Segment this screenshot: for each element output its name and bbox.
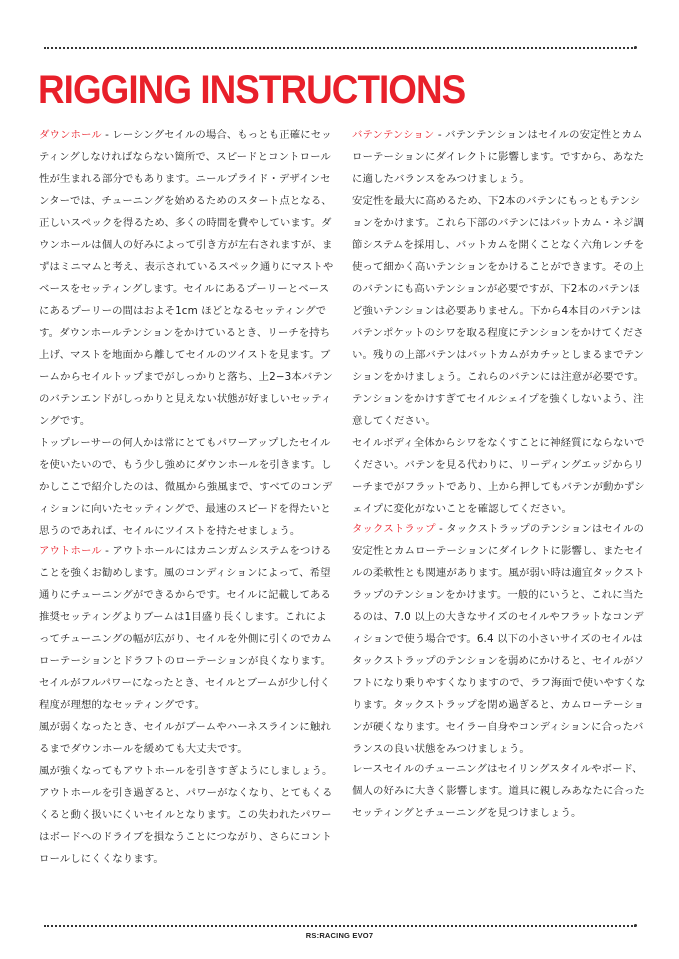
footer-label: RS:RACING EVO7 [305,931,374,940]
tack-strap-heading: タックストラップ [352,523,436,535]
downhaul-section [39,124,335,542]
page-title: RIGGING INSTRUCTIONS [38,68,466,112]
downhaul-paragraph-2: トップレーサーの何人かは常にとてもパワーアップしたセイルを使いたいので、もう少し強めにダウンホールを引きます。しかしここで紹介したのは、微風から強風まで、すべてのコンディションに向いたセッティングで、最速のスピードを得たいと思うのであれば、セイルにツイストを持たせましょう。 [39,437,333,537]
batten-section [352,124,648,520]
batten-paragraph-1 [352,124,648,190]
tack-strap-paragraph-1 [352,518,648,760]
outhaul-paragraph-1 [39,540,335,716]
batten-text-1: - バテンテンションはセイルの安定性とカムローテーションにダイレクトに影響します。ですから、あなたに適したバランスをみつけましょう。 [352,129,645,185]
closing-section [352,758,648,824]
batten-paragraph-2: 安定性を最大に高めるため、下2本のバテンにもっともテンションをかけます。これら下部のバテンにはバットカム・ネジ調節システムを採用し、バットカムを開くことなく六角レンチを使って細かく高いテンションをかけることができます。その上のバテンにも高いテンションが必要ですが、下2本のバテンほど強いテンションは必要ありません。下から4本目のバテンはバテンポケットのシワを取る程度にテンションをかけてください。残りの上部バテンはバットカムがカチッとしまるまでテンションをかけましょう。これらのバテンには注意が必要です。テンションをかけすぎてセイルシェイプを強くしないよう、注意してください。 [352,195,645,427]
downhaul-paragraph-1 [39,124,335,432]
outhaul-heading: アウトホール [39,545,102,557]
outhaul-section [39,540,335,870]
tack-strap-text-1: - タックストラップのテンションはセイルの安定性とカムローテーションにダイレクトに影響し、またセイルの柔軟性とも関連があります。風が弱い時は適宜タックストラップのテンションをかけます。一般的にいうと、これに当たるのは、7.0 以上の大きなサイズのセイルやフラットなコンディションで使う場合です。6.4 以下の小さいサイズのセイルはタックストラップのテンションを弱めにかけると、セイルがソフトになり乗りやすくなりますので、ラフ海面で使いやすくなります。タックストラップを閉め過ぎると、カムローテーションが硬くなります。セイラー自身やコンディションに合ったバランスの良い状態をみつけましょう。 [352,523,646,755]
top-rule-end-dot [634,46,637,49]
tack-strap-section [352,518,648,760]
closing-paragraph: レースセイルのチューニングはセイリングスタイルやボード、個人の好みに大きく影響します。道具に親しみあなたに合ったセッティングとチューニングを見つけましょう。 [352,763,645,819]
batten-paragraph-3: セイルボディ全体からシワをなくすことに神経質にならないでください。バテンを見る代わりに、リーディングエッジからリーチまでがフラットであり、上から押してもバテンが動かずシェイプに変化がないことを確認してください。 [352,437,645,515]
batten-heading: バテンテンション [352,129,435,141]
top-dotted-rule [44,47,636,49]
bottom-rule-end-dot [634,924,637,927]
outhaul-paragraph-3: 風が強くなってもアウトホールを引きすぎようにしましょう。アウトホールを引き過ぎると、パワーがなくなり、とてもくるくると動く扱いにくいセイルとなります。この失われたパワーはボードへのドライブを損なうことにつながり、さらにコントロールしにくくなります。 [39,765,333,865]
downhaul-text-1: - レーシングセイルの場合、もっとも正確にセッティングしなければならない箇所で、スピードとコントロール性が生まれる部分でもあります。ニールプライド・デザインセンターでは、チューニングを始めるためのスタート点となる、正しいスペックを得るため、多くの時間を費やしています。ダウンホールは個人の好みによって引き方が左右されますが、まずはミニマムと考え、表示されているスペック通りにマストやベースをセッティングします。セイルにあるプーリーとベースにあるプーリーの間はおよそ1cm ほどとなるセッティングです。ダウンホールテンションをかけているとき、リーチを持ち上げ、マストを地面から離してセイルのツイストを見ます。ブームからセイルトップまでがしっかりと落ち、上2−3本バテンのバテンエンドがしっかりと見えない状態が好ましいセッティングです。 [39,129,334,427]
bottom-dotted-rule [44,925,636,927]
outhaul-text-1: - アウトホールにはカニンガムシステムをつけることを強くお勧めします。風のコンディションによって、希望通りにチューニングができるからです。セイルに記載してある推奨セッティングよりブームは1目盛り長くします。これによってチューニングの幅が広がり、セイルを外側に引くのでカムローテーションとドラフトのローテーションが良くなります。セイルがフルパワーになったとき、セイルとブームが少し付く程度が理想的なセッティングです。 [39,545,332,711]
outhaul-paragraph-2: 風が弱くなったとき、セイルがブームやハーネスラインに触れるまでダウンホールを緩めても大丈夫です。 [39,721,331,755]
downhaul-heading: ダウンホール [39,129,102,141]
